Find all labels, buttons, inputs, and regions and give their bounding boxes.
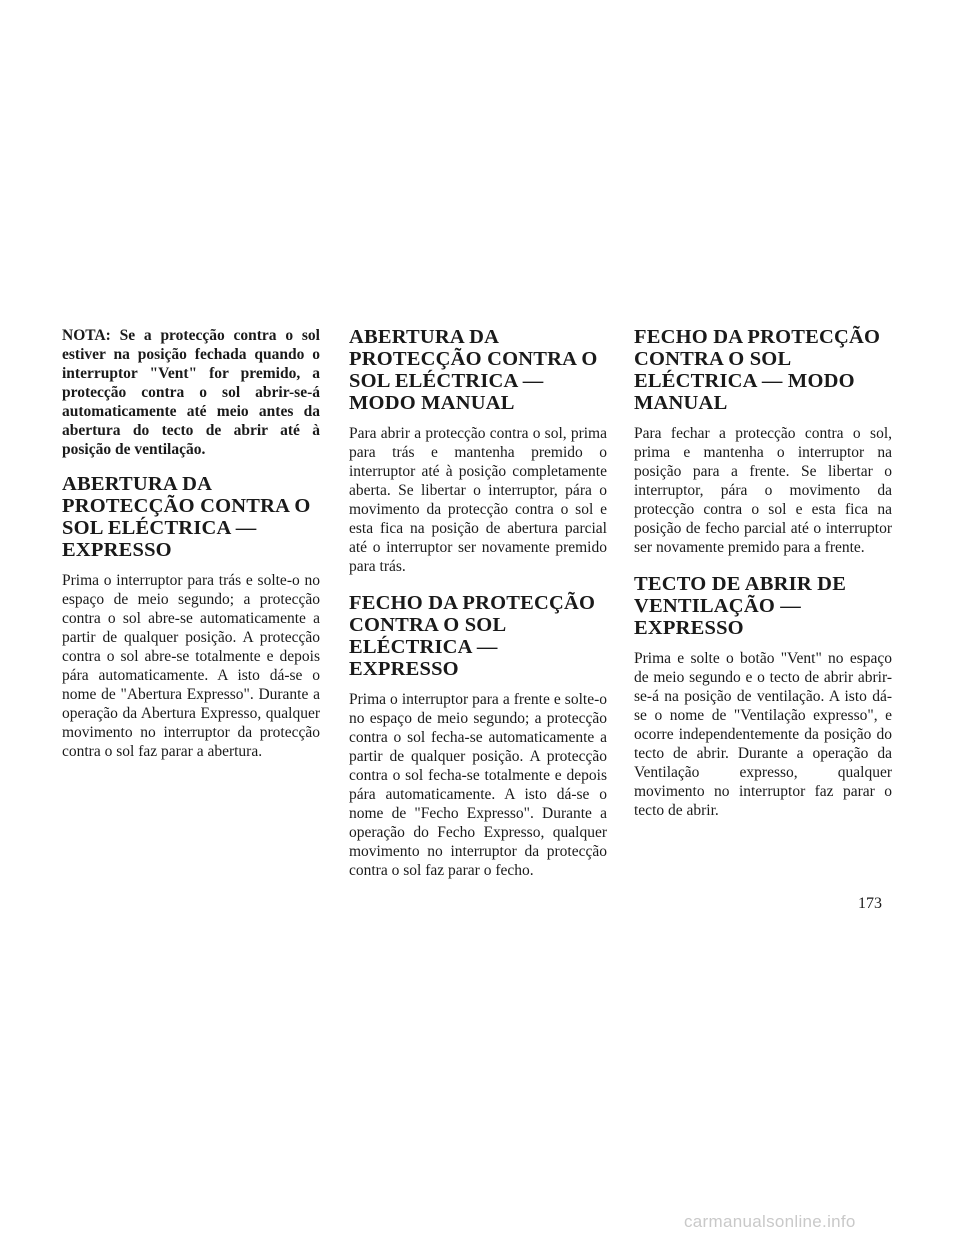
body-sunshade-open-express: Prima o interruptor para trás e solte-o no espaço de meio segundo; a protecção contra o sol abre-se automaticamente a partir de qualquer posição. A protecção contra o sol abre-se totalmente e depois pára automaticamente. A isto dá-se o nome de "Abertura Expresso". Durante a operação da Abertura Expresso, qualquer movimento no interruptor da protecção contra o sol faz parar a abertura. — [62, 572, 320, 760]
heading-sunshade-open-express: ABERTURA DA PROTECÇÃO CONTRA O SOL ELÉCTRICA — EXPRESSO — [62, 473, 311, 561]
heading-vent-express: TECTO DE ABRIR DE VENTILAÇÃO — EXPRESSO — [634, 573, 847, 639]
heading-sunshade-close-manual: FECHO DA PROTECÇÃO CONTRA O SOL ELÉCTRICA — MODO MANUAL — [634, 326, 881, 414]
body-sunshade-open-manual: Para abrir a protecção contra o sol, prima para trás e mantenha premido o interruptor até à posição completamente aberta. Se libertar o interruptor, pára o movimento da protecção contra o sol e esta fica na posição de abertura parcial até o interruptor ser novamente premido para trás. — [349, 425, 607, 575]
column-left — [62, 326, 320, 777]
column-right — [634, 326, 892, 836]
column-middle — [349, 326, 607, 896]
body-vent-express: Prima e solte o botão "Vent" no espaço de meio segundo e o tecto de abrir abrir-se-á na posição de ventilação. A isto dá-se o nome de "Ventilação expresso", e ocorre independentemente da posição do tecto de abrir. Durante a operação da Ventilação expresso, qualquer movimento no interruptor faz parar o tecto de abrir. — [634, 650, 892, 819]
heading-sunshade-open-manual: ABERTURA DA PROTECÇÃO CONTRA O SOL ELÉCTRICA — MODO MANUAL — [349, 326, 598, 414]
body-sunshade-close-express: Prima o interruptor para a frente e solte-o no espaço de meio segundo; a protecção contra o sol fecha-se automaticamente a partir de qualquer posição. A protecção contra o sol fecha-se totalmente e depois pára automaticamente. A isto dá-se o nome de "Fecho Expresso". Durante a operação do Fecho Expresso, qualquer movimento no interruptor da protecção contra o sol faz parar o fecho. — [349, 691, 607, 879]
heading-sunshade-close-express: FECHO DA PROTECÇÃO CONTRA O SOL ELÉCTRICA — EXPRESSO — [349, 592, 596, 680]
body-sunshade-close-manual: Para fechar a protecção contra o sol, prima e mantenha o interruptor na posição para a frente. Se libertar o interruptor, pára o movimento da protecção contra o sol e esta fica na posição de fecho parcial até o interruptor ser novamente premido para a frente. — [634, 425, 892, 556]
page-number: 173 — [858, 895, 882, 912]
note-paragraph: NOTA: Se a protecção contra o sol estiver na posição fechada quando o interruptor "Vent" for premido, a protecção contra o sol abrir-se-á automaticamente até meio antes da abertura do tecto de abrir até à posição de ventilação. — [62, 327, 320, 458]
watermark-text: carmanualsonline.info — [684, 1212, 856, 1231]
